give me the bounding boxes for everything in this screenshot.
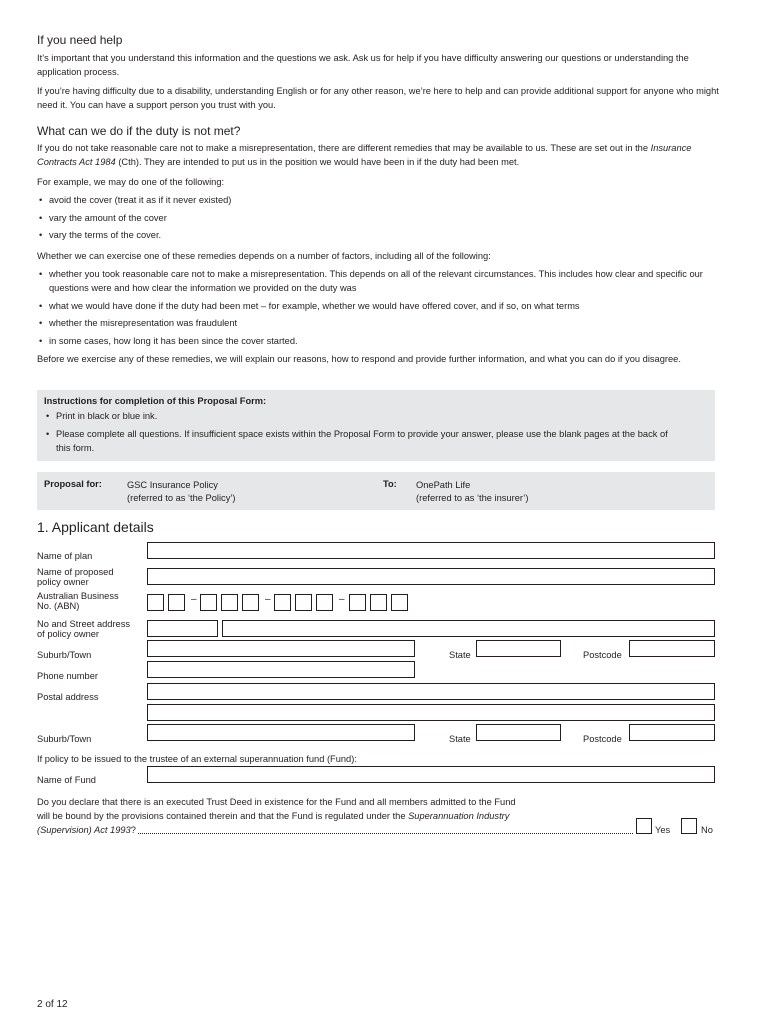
factors-list	[37, 267, 705, 351]
list-item: • what we would have done if the duty had been met – for example, whether we would have offered cover, and if so, on what terms	[37, 299, 705, 313]
postcode-input[interactable]	[629, 640, 715, 657]
trust-deed-question-line2	[37, 809, 647, 823]
duty-paragraph-4: Before we exercise any of these remedies, we will explain our reasons, how to respond and provide further information, and what you can do if you disagree.	[37, 354, 681, 364]
proposal-to-value	[416, 479, 528, 505]
street-label-line2: of policy owner	[37, 629, 100, 639]
page-number: 2 of 12	[37, 999, 68, 1010]
name-of-plan-label: Name of plan	[37, 551, 93, 561]
policy-owner-label-line2: policy owner	[37, 577, 89, 587]
policy-owner-label	[37, 567, 114, 587]
section-title: 1. Applicant details	[37, 519, 154, 535]
postal-address-label: Postal address	[37, 692, 99, 702]
duty-paragraph-3: Whether we can exercise one of these remedies depends on a number of factors, including all of the following:	[37, 251, 491, 261]
street-number-input[interactable]	[147, 620, 218, 637]
abn-digit-9[interactable]	[349, 594, 366, 611]
list-item: • whether you took reasonable care not to make a misrepresentation. This depends on all of the relevant circumstances. This includes how clear and specific our questions were and how clear the information we provided on the duty was	[37, 267, 705, 295]
abn-label	[37, 591, 119, 611]
help-paragraph-1: It’s important that you understand this information and the questions we ask. Ask us for help if you have difficulty answering our questions or understanding the application process.	[37, 53, 689, 77]
proposal-box	[37, 472, 715, 510]
street-label-line1: No and Street address	[37, 619, 131, 629]
postal-suburb-label: Suburb/Town	[37, 734, 92, 744]
policy-owner-label-line1: Name of proposed	[37, 567, 114, 577]
duty-p1-end: (Cth). They are intended to put us in the position we would have been in if the duty had been met.	[115, 157, 520, 167]
postal-state-input[interactable]	[476, 724, 561, 741]
postal-postcode-input[interactable]	[629, 724, 715, 741]
list-item: • avoid the cover (treat it as if it never existed)	[37, 193, 727, 207]
duty-p1-start: If you do not take reasonable care not to make a misrepresentation, there are different remedies that may be available to us. These are set out in the	[37, 143, 651, 153]
abn-digit-8[interactable]	[316, 594, 333, 611]
trust-deed-question	[37, 795, 647, 837]
remedies-list	[37, 193, 727, 246]
yes-checkbox[interactable]	[636, 818, 652, 834]
postal-state-label: State	[449, 734, 471, 744]
abn-digit-6[interactable]	[274, 594, 291, 611]
act-name: (Supervision) Act 1993	[37, 825, 131, 835]
list-item: • in some cases, how long it has been since the cover started.	[37, 334, 705, 348]
fund-name-input[interactable]	[147, 766, 715, 783]
phone-input[interactable]	[147, 661, 415, 678]
instructions-title: Instructions for completion of this Proposal Form:	[44, 396, 267, 406]
street-address-input[interactable]	[222, 620, 715, 637]
trust-deed-question-text: will be bound by the provisions contained therein and that the Fund is regulated under the	[37, 811, 409, 821]
policy-alias: (referred to as ‘the Policy’)	[127, 493, 236, 503]
abn-digit-10[interactable]	[370, 594, 387, 611]
no-label: No	[701, 825, 713, 835]
abn-digit-7[interactable]	[295, 594, 312, 611]
suburb-label: Suburb/Town	[37, 650, 92, 660]
abn-label-line1: Australian Business	[37, 591, 119, 601]
duty-heading: What can we do if the duty is not met?	[37, 124, 241, 138]
list-item: • Please complete all questions. If insufficient space exists within the Proposal Form to provide your answer, please use the blank pages at the back of this form.	[44, 427, 684, 455]
list-item: • vary the amount of the cover	[37, 211, 727, 225]
list-item: • Print in black or blue ink.	[44, 409, 684, 423]
yes-label: Yes	[655, 825, 671, 835]
phone-label: Phone number	[37, 671, 98, 681]
instructions-box	[37, 390, 715, 461]
list-item: • whether the misrepresentation was fraudulent	[37, 316, 705, 330]
abn-separator: –	[191, 594, 197, 605]
abn-digit-3[interactable]	[200, 594, 217, 611]
name-of-plan-input[interactable]	[147, 542, 715, 559]
suburb-input[interactable]	[147, 640, 415, 657]
leader-dots	[138, 823, 633, 834]
insurer-name: OnePath Life	[416, 480, 471, 490]
abn-digit-5[interactable]	[242, 594, 259, 611]
trustee-note: If policy to be issued to the trustee of an external superannuation fund (Fund):	[37, 754, 357, 764]
abn-separator: –	[265, 594, 271, 605]
policy-name: GSC Insurance Policy	[127, 480, 218, 490]
postal-address-input-line2[interactable]	[147, 704, 715, 721]
street-label	[37, 619, 130, 639]
postal-postcode-label: Postcode	[583, 734, 622, 744]
postcode-label: Postcode	[583, 650, 622, 660]
proposal-for-label: Proposal for:	[44, 479, 102, 489]
proposal-for-value	[127, 479, 236, 505]
state-input[interactable]	[476, 640, 561, 657]
insurer-alias: (referred to as ‘the insurer’)	[416, 493, 529, 503]
fund-name-label: Name of Fund	[37, 775, 96, 785]
duty-paragraph-2: For example, we may do one of the following:	[37, 177, 225, 187]
policy-owner-input[interactable]	[147, 568, 715, 585]
act-name: Superannuation Industry	[408, 811, 510, 821]
state-label: State	[449, 650, 471, 660]
abn-digit-1[interactable]	[147, 594, 164, 611]
abn-digit-4[interactable]	[221, 594, 238, 611]
trust-deed-question-line3	[37, 823, 633, 837]
postal-suburb-input[interactable]	[147, 724, 415, 741]
duty-paragraph-1	[37, 141, 727, 169]
postal-address-input-line1[interactable]	[147, 683, 715, 700]
instructions-list	[44, 409, 684, 458]
abn-digit-2[interactable]	[168, 594, 185, 611]
act-name: Insurance Contracts Act 1984	[37, 143, 692, 167]
help-paragraph-2: If you’re having difficulty due to a disability, understanding English or for any other reason, we’re here to help and can provide additional support for anyone who might need it. You can have a support person you trust with you.	[37, 86, 719, 110]
trust-deed-question-line1: Do you declare that there is an executed Trust Deed in existence for the Fund and all members admitted to the Fund	[37, 797, 516, 807]
abn-separator: –	[339, 594, 345, 605]
no-checkbox[interactable]	[681, 818, 697, 834]
list-item: • vary the terms of the cover.	[37, 228, 727, 242]
help-heading: If you need help	[37, 33, 123, 47]
abn-digit-11[interactable]	[391, 594, 408, 611]
question-mark: ?	[130, 825, 136, 835]
proposal-to-label: To:	[383, 479, 397, 489]
abn-label-line2: No. (ABN)	[37, 601, 80, 611]
